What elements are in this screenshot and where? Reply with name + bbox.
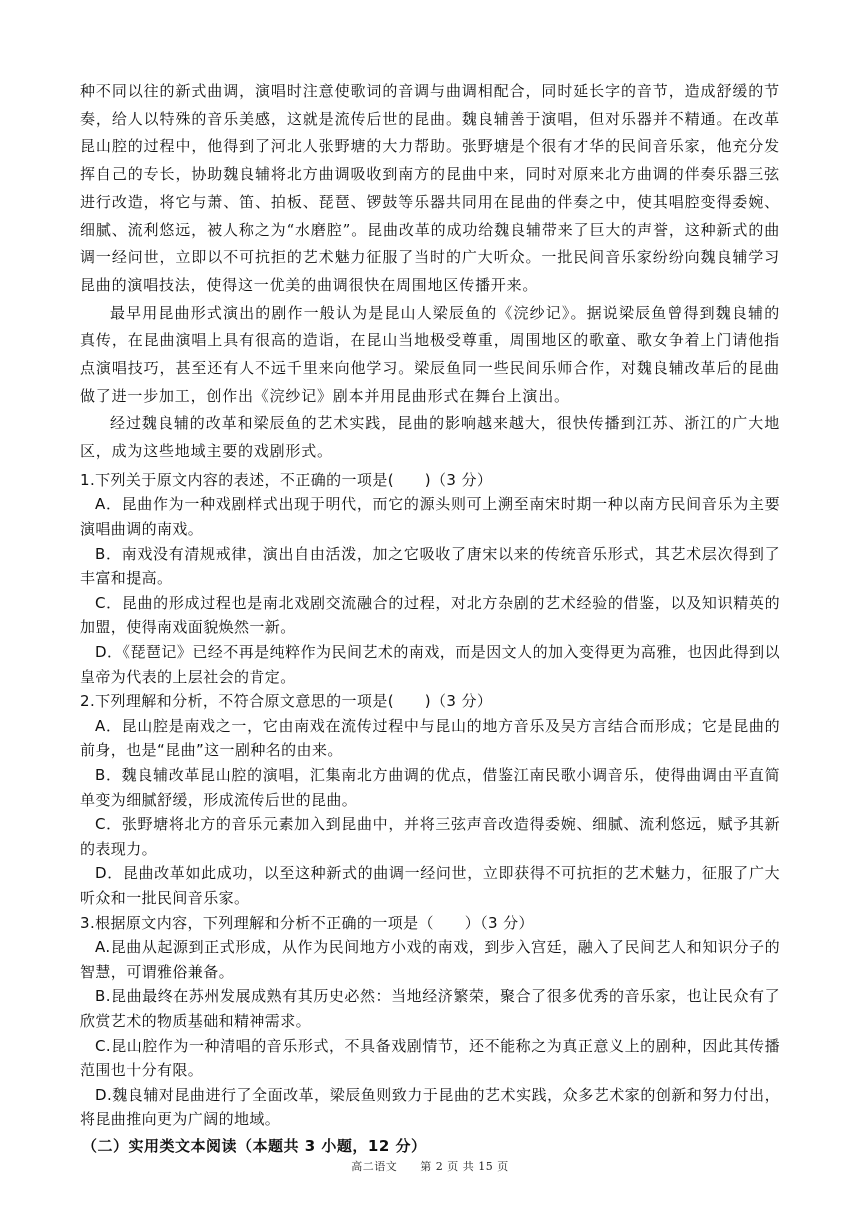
page-footer: 高二语文 第 2 页 共 15 页 bbox=[351, 1160, 509, 1173]
option-a: A.昆曲从起源到正式形成，从作为民间地方小戏的南戏，到步入宫廷，融入了民间艺人和知识分子的智慧，可谓雅俗兼备。 bbox=[80, 938, 780, 981]
option-c: C．昆曲的形成过程也是南北戏剧交流融合的过程，对北方杂剧的艺术经验的借鉴，以及知识精英的加盟，使得南戏面貌焕然一新。 bbox=[80, 593, 780, 637]
option-b: B．魏良辅改革昆山腔的演唱，汇集南北方曲调的优点，借鉴江南民歌小调音乐，使得曲调由平直简单变为细腻舒缓，形成流传后世的昆曲。 bbox=[80, 765, 780, 809]
question-3 bbox=[80, 911, 780, 1132]
option-a: A．昆曲作为一种戏剧样式出现于明代，而它的源头则可上溯至南宋时期一种以南方民间音乐为主要演唱曲调的南戏。 bbox=[80, 495, 780, 539]
question-stem: 2.下列理解和分析，不符合原文意思的一项是( )（3 分） bbox=[80, 692, 493, 711]
reading-passage bbox=[80, 78, 780, 466]
section-heading: （二）实用类文本阅读（本题共 3 小题，12 分） bbox=[82, 1136, 427, 1155]
question-stem: 3.根据原文内容，下列理解和分析不正确的一项是（ ）（3 分） bbox=[80, 913, 534, 932]
question-2 bbox=[80, 689, 780, 910]
exam-page bbox=[80, 78, 780, 1158]
question-list bbox=[80, 468, 780, 1132]
question-1 bbox=[80, 468, 780, 689]
passage-paragraph: 种不同以往的新式曲调，演唱时注意使歌词的音调与曲调相配合，同时延长字的音节，造成舒缓的节奏，给人以特殊的音乐美感，这就是流传后世的昆曲。魏良辅善于演唱，但对乐器并不精通。在改革昆山腔的过程中，他得到了河北人张野塘的大力帮助。张野塘是个很有才华的民间音乐家，他充分发挥自己的专长，协助魏良辅将北方曲调吸收到南方的昆曲中来，同时对原来北方曲调的伴奏乐器三弦进行改造，将它与萧、笛、拍板、琵琶、锣鼓等乐器共同用在昆曲的伴奏之中，使其唱腔变得委婉、细腻、流利悠远，被人称之为“水磨腔”。昆曲改革的成功给魏良辅带来了巨大的声誉，这种新式的曲调一经问世，立即以不可抗拒的艺术魅力征服了当时的广大听众。一批民间音乐家纷纷向魏良辅学习昆曲的演唱技法，使得这一优美的曲调很快在周围地区传播开来。 bbox=[80, 82, 780, 294]
question-stem: 1.下列关于原文内容的表述，不正确的一项是( )（3 分） bbox=[80, 470, 493, 489]
passage-paragraph: 经过魏良辅的改革和梁辰鱼的艺术实践，昆曲的影响越来越大，很快传播到江苏、浙江的广大地区，成为这些地域主要的戏剧形式。 bbox=[80, 414, 780, 461]
passage-paragraph: 最早用昆曲形式演出的剧作一般认为是昆山人梁辰鱼的《浣纱记》。据说梁辰鱼曾得到魏良辅的真传，在昆曲演唱上具有很高的造诣，在昆山当地极受尊重，周围地区的歌童、歌女争着上门请他指点演唱技巧，甚至还有人不远千里来向他学习。梁辰鱼同一些民间乐师合作，对魏良辅改革后的昆曲做了进一步加工，创作出《浣纱记》剧本并用昆曲形式在舞台上演出。 bbox=[80, 303, 780, 405]
option-d: D.魏良辅对昆曲进行了全面改革，梁辰鱼则致力于昆曲的艺术实践，众多艺术家的创新和努力付出，将昆曲推向更为广阔的地域。 bbox=[80, 1085, 780, 1129]
option-a: A．昆山腔是南戏之一，它由南戏在流传过程中与昆山的地方音乐及吴方言结合而形成；它是昆曲的前身，也是“昆曲”这一剧种名的由来。 bbox=[80, 716, 780, 760]
option-b: B．南戏没有清规戒律，演出自由活泼，加之它吸收了唐宋以来的传统音乐形式，其艺术层次得到了丰富和提高。 bbox=[80, 544, 780, 588]
option-d: D．昆曲改革如此成功，以至这种新式的曲调一经问世，立即获得不可抗拒的艺术魅力，征服了广大听众和一批民间音乐家。 bbox=[80, 864, 780, 907]
option-c: C．张野塘将北方的音乐元素加入到昆曲中，并将三弦声音改造得委婉、细腻、流利悠远，赋予其新的表现力。 bbox=[80, 815, 780, 858]
option-d: D．《琵琶记》已经不再是纯粹作为民间艺术的南戏，而是因文人的加入变得更为高雅，也因此得到以皇帝为代表的上层社会的肯定。 bbox=[80, 643, 780, 686]
option-b: B.昆曲最终在苏州发展成熟有其历史必然：当地经济繁荣，聚合了很多优秀的音乐家，也让民众有了欣赏艺术的物质基础和精神需求。 bbox=[80, 987, 780, 1030]
option-c: C.昆山腔作为一种清唱的音乐形式，不具备戏剧情节，还不能称之为真正意义上的剧种，因此其传播范围也十分有限。 bbox=[80, 1036, 780, 1080]
